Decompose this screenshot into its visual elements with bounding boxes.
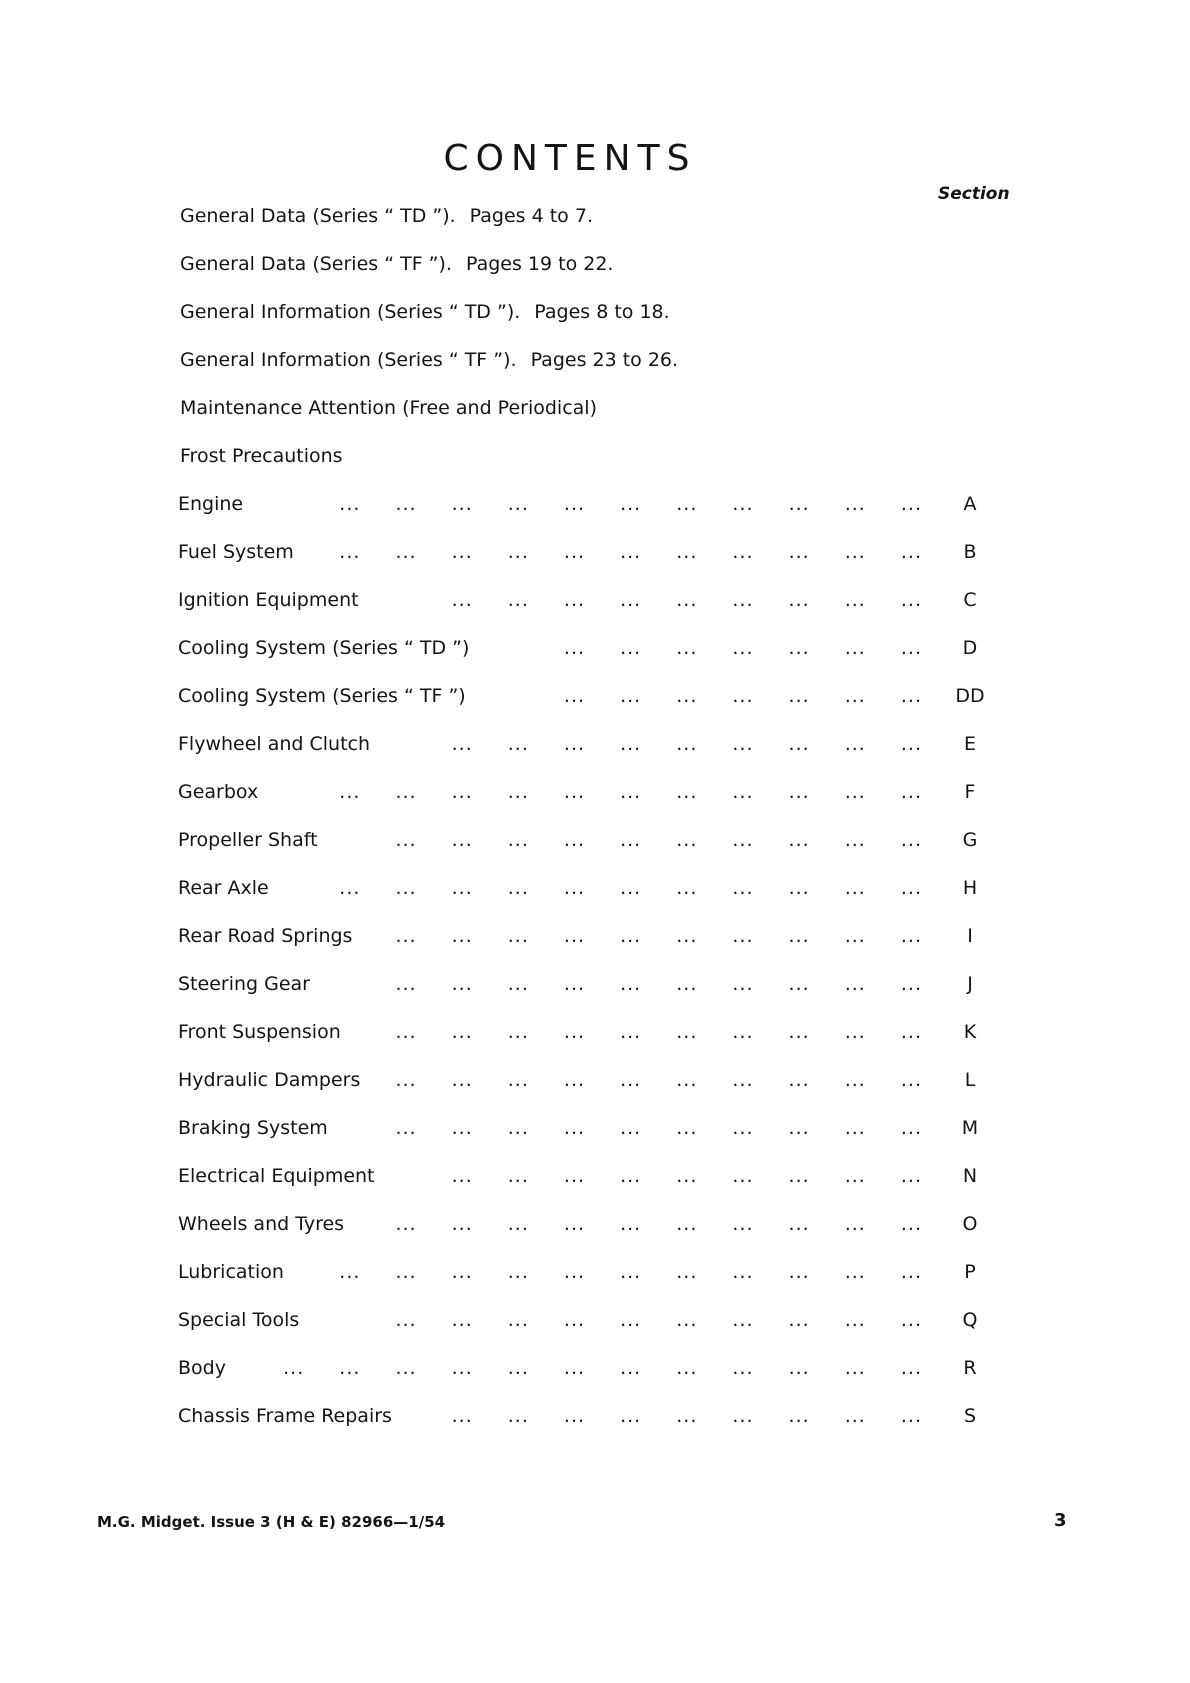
- entry-title: Body: [178, 1357, 226, 1379]
- entry-section-letter: L: [964, 1069, 976, 1091]
- entry-section-letter: K: [963, 1021, 977, 1043]
- dot-leader: ... ... ... ... ... ... ...: [563, 685, 922, 707]
- contents-entry: [178, 1021, 990, 1049]
- entry-section-letter: P: [964, 1261, 976, 1283]
- entry-title: Rear Axle: [178, 877, 269, 899]
- contents-entry: [178, 829, 990, 857]
- entry-title: Ignition Equipment: [178, 589, 359, 611]
- intro-label: General Data (Series “ TF ”).: [180, 253, 452, 275]
- contents-entry: [178, 541, 990, 569]
- entry-section-letter: H: [962, 877, 978, 899]
- entry-section-letter: O: [962, 1213, 978, 1235]
- contents-entry: [178, 1165, 990, 1193]
- entry-section-letter: M: [961, 1117, 979, 1139]
- entry-title: Cooling System (Series “ TF ”): [178, 685, 466, 707]
- entry-title: Braking System: [178, 1117, 328, 1139]
- contents-entry: [178, 589, 990, 617]
- intro-line: [180, 253, 613, 275]
- dot-leader: ... ... ... ... ... ... ... ... ... ...: [395, 1309, 922, 1331]
- dot-leader: ... ... ... ... ... ... ... ... ... ...: [395, 1069, 922, 1091]
- intro-label: Maintenance Attention (Free and Periodical): [180, 397, 597, 419]
- intro-page-ref: Pages 23 to 26.: [530, 349, 679, 371]
- dot-leader: ... ... ... ... ... ... ... ... ...: [451, 1405, 922, 1427]
- entry-section-letter: N: [962, 1165, 978, 1187]
- entry-title: Steering Gear: [178, 973, 310, 995]
- entry-section-letter: D: [962, 637, 978, 659]
- entry-title: Rear Road Springs: [178, 925, 353, 947]
- dot-leader: ... ... ... ... ... ... ... ... ... ...: [395, 829, 922, 851]
- contents-entry: [178, 1261, 990, 1289]
- intro-page-ref: Pages 8 to 18.: [534, 301, 670, 323]
- entry-title: Special Tools: [178, 1309, 300, 1331]
- intro-line: [180, 349, 678, 371]
- dot-leader: ... ... ... ... ... ... ... ... ...: [451, 589, 922, 611]
- entry-section-letter: F: [964, 781, 976, 803]
- contents-entry: [178, 973, 990, 1001]
- entry-section-letter: DD: [955, 685, 985, 707]
- contents-entry: [178, 493, 990, 521]
- entry-title: Hydraulic Dampers: [178, 1069, 361, 1091]
- entry-section-letter: G: [962, 829, 978, 851]
- entry-section-letter: B: [963, 541, 977, 563]
- section-column-header: Section: [938, 184, 1010, 204]
- entry-section-letter: C: [963, 589, 977, 611]
- contents-entry: [178, 685, 990, 713]
- intro-line: [180, 205, 593, 227]
- intro-label: General Data (Series “ TD ”).: [180, 205, 456, 227]
- dot-leader: ... ... ... ... ... ... ... ... ... ...: [395, 1213, 922, 1235]
- page-title: CONTENTS: [443, 138, 697, 179]
- contents-entry: [178, 781, 990, 809]
- entry-title: Lubrication: [178, 1261, 284, 1283]
- contents-entry: [178, 1357, 990, 1385]
- entry-title: Gearbox: [178, 781, 259, 803]
- intro-line: [180, 445, 343, 467]
- entry-title: Flywheel and Clutch: [178, 733, 371, 755]
- contents-entry: [178, 733, 990, 761]
- entry-section-letter: I: [967, 925, 973, 947]
- contents-entry: [178, 925, 990, 953]
- dot-leader: ... ... ... ... ... ... ... ... ...: [451, 733, 922, 755]
- entry-title: Chassis Frame Repairs: [178, 1405, 392, 1427]
- intro-label: Frost Precautions: [180, 445, 343, 467]
- entry-title: Engine: [178, 493, 244, 515]
- contents-entry: [178, 1309, 990, 1337]
- dot-leader: ... ... ... ... ... ... ... ... ... ... ...: [339, 493, 922, 515]
- dot-leader: ... ... ... ... ... ... ... ... ... ...: [395, 1117, 922, 1139]
- dot-leader: ... ... ... ... ... ... ... ... ... ...: [395, 1021, 922, 1043]
- entry-title: Electrical Equipment: [178, 1165, 375, 1187]
- entry-title: Front Suspension: [178, 1021, 341, 1043]
- intro-line: [180, 301, 670, 323]
- entry-section-letter: R: [963, 1357, 977, 1379]
- dot-leader: ... ... ... ... ... ... ... ... ... ...: [395, 973, 922, 995]
- contents-entry: [178, 877, 990, 905]
- entry-section-letter: S: [963, 1405, 977, 1427]
- contents-entry: [178, 637, 990, 665]
- dot-leader: ... ... ... ... ... ... ... ... ... ... ...: [339, 781, 922, 803]
- contents-entry: [178, 1069, 990, 1097]
- dot-leader: ... ... ... ... ... ... ... ... ... ... ... ...: [283, 1357, 922, 1379]
- dot-leader: ... ... ... ... ... ... ... ... ... ... ...: [339, 1261, 922, 1283]
- entry-title: Propeller Shaft: [178, 829, 318, 851]
- intro-label: General Information (Series “ TD ”).: [180, 301, 521, 323]
- footer-issue-line: M.G. Midget. Issue 3 (H & E) 82966—1/54: [97, 1513, 446, 1531]
- entry-section-letter: A: [963, 493, 977, 515]
- entry-section-letter: J: [967, 973, 973, 995]
- dot-leader: ... ... ... ... ... ... ...: [563, 637, 922, 659]
- contents-entry: [178, 1213, 990, 1241]
- intro-page-ref: Pages 19 to 22.: [465, 253, 614, 275]
- entry-section-letter: E: [963, 733, 976, 755]
- intro-line: [180, 397, 597, 419]
- entry-section-letter: Q: [962, 1309, 978, 1331]
- intro-page-ref: Pages 4 to 7.: [469, 205, 593, 227]
- dot-leader: ... ... ... ... ... ... ... ... ... ... ...: [339, 541, 922, 563]
- entry-title: Fuel System: [178, 541, 294, 563]
- dot-leader: ... ... ... ... ... ... ... ... ... ...: [395, 925, 922, 947]
- contents-entry: [178, 1405, 990, 1433]
- dot-leader: ... ... ... ... ... ... ... ... ... ... ...: [339, 877, 922, 899]
- dot-leader: ... ... ... ... ... ... ... ... ...: [451, 1165, 922, 1187]
- intro-label: General Information (Series “ TF ”).: [180, 349, 517, 371]
- entry-title: Wheels and Tyres: [178, 1213, 345, 1235]
- page-number: 3: [1054, 1510, 1067, 1531]
- contents-entry: [178, 1117, 990, 1145]
- entry-title: Cooling System (Series “ TD ”): [178, 637, 470, 659]
